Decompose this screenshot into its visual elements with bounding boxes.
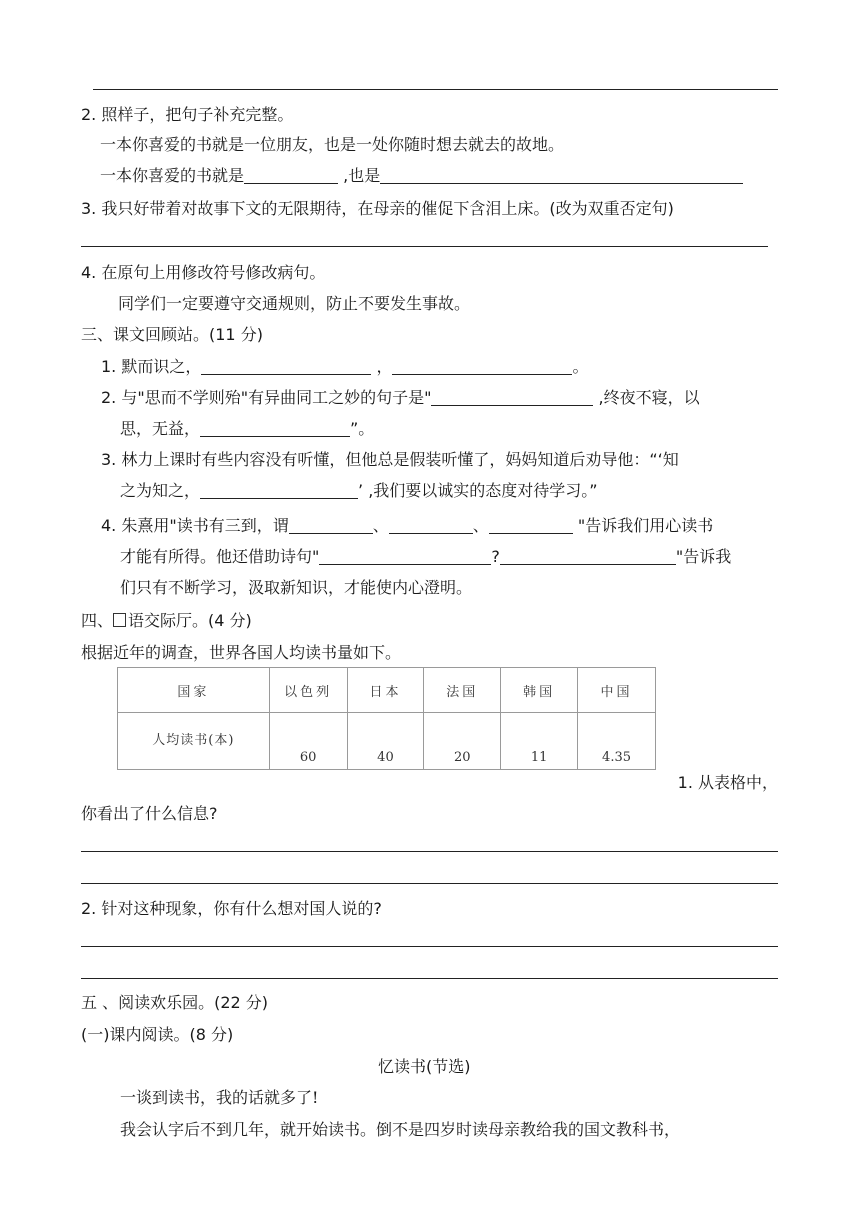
q3-text: 3. 我只好带着对故事下文的无限期待，在母亲的催促下含泪上床。(改为双重否定句) <box>81 199 674 218</box>
q2-prompt-a: 一本你喜爱的书就是 <box>100 166 245 185</box>
s3-item4-line1 <box>101 516 713 536</box>
s4-q2-answer-line-2[interactable] <box>81 978 778 979</box>
table-row <box>118 713 656 770</box>
s3-item3-blank[interactable] <box>200 481 358 499</box>
answer-line-top <box>93 89 778 90</box>
reading-title: 忆读书(节选) <box>378 1057 471 1076</box>
q2-blank-1[interactable] <box>244 166 338 184</box>
s3-item1-a: 1. 默而识之， <box>101 357 202 376</box>
s3-item4-sep1: 、 <box>372 516 389 535</box>
s3-item2-line1 <box>101 388 700 408</box>
s3-item2-a: 2. 与"思而不学则殆"有异曲同工之妙的句子是" <box>101 388 432 407</box>
s4-q1-part-b: 你看出了什么信息? <box>81 804 218 823</box>
s3-item4-blank-1[interactable] <box>289 516 373 534</box>
s3-item4-d: ? <box>491 547 500 566</box>
s3-item1-blank-2[interactable] <box>392 357 572 375</box>
table-cell: 4.35 <box>578 713 656 770</box>
s3-item1-c: 。 <box>572 357 589 376</box>
q3-answer-line[interactable] <box>81 246 768 247</box>
s3-item4-blank-3[interactable] <box>489 516 573 534</box>
s3-item1-blank-1[interactable] <box>201 357 371 375</box>
section4-heading-prefix: 四、 <box>81 611 114 630</box>
s3-item4-line3: 们只有不断学习，汲取新知识，才能使内心澄明。 <box>120 578 473 597</box>
table-header-cell: 韩国 <box>501 668 578 713</box>
s4-q1-answer-line-1[interactable] <box>81 851 778 852</box>
reading-survey-table <box>117 667 656 770</box>
q2-example: 一本你喜爱的书就是一位朋友，也是一处你随时想去就去的故地。 <box>100 135 565 154</box>
s3-item3-c: ’ ,我们要以诚实的态度对待学习。” <box>358 481 598 500</box>
s3-item4-c: 才能有所得。他还借助诗句" <box>120 547 320 566</box>
s3-item2-b: ,终夜不寝，以 <box>593 388 700 407</box>
q2-blank-2[interactable] <box>380 166 743 184</box>
q2-title: 2. 照样子，把句子补充完整。 <box>81 105 294 124</box>
section4-intro: 根据近年的调查，世界各国人均读书量如下。 <box>81 643 402 662</box>
s3-item1 <box>101 357 588 377</box>
q2-prompt-b: ,也是 <box>338 166 381 185</box>
reading-paragraph-2: 我会认字后不到几年，就开始读书。倒不是四岁时读母亲教给我的国文教科书， <box>120 1120 681 1139</box>
s4-q1-part-a: 1. 从表格中， <box>677 773 778 792</box>
s3-item3-line1: 3. 林力上课时有些内容没有听懂，但他总是假装听懂了，妈妈知道后劝导他：“‘知 <box>101 450 679 469</box>
s3-item4-sep2: 、 <box>472 516 489 535</box>
table-cell: 40 <box>347 713 424 770</box>
table-cell: 60 <box>269 713 347 770</box>
table-row-label: 人均读书(本) <box>118 713 270 770</box>
s3-item4-b: "告诉我们用心读书 <box>572 516 714 535</box>
s4-q2: 2. 针对这种现象，你有什么想对国人说的? <box>81 899 382 918</box>
s3-item4-blank-4[interactable] <box>319 547 491 565</box>
section4-heading-rest: 语交际厅。(4 分) <box>128 611 252 630</box>
s3-item4-a: 4. 朱熹用"读书有三到，谓 <box>101 516 289 535</box>
reading-paragraph-1: 一谈到读书，我的话就多了! <box>120 1088 319 1107</box>
table-header-cell: 法国 <box>424 668 501 713</box>
s3-item3-line2 <box>120 481 598 501</box>
table-header-cell: 中国 <box>578 668 656 713</box>
table-header-cell: 国家 <box>118 668 270 713</box>
q2-prompt <box>100 166 743 186</box>
table-header-cell: 日本 <box>347 668 424 713</box>
section5-sub: (一)课内阅读。(8 分) <box>81 1025 234 1044</box>
s3-item4-line2 <box>120 547 731 567</box>
table-cell: 11 <box>501 713 578 770</box>
s3-item2-blank-1[interactable] <box>431 388 593 406</box>
s3-item4-blank-5[interactable] <box>500 547 676 565</box>
section4-heading <box>81 611 252 631</box>
q4-sentence: 同学们一定要遵守交通规则，防止不要发生事故。 <box>118 294 471 313</box>
s3-item2-c: 思，无益， <box>120 419 201 438</box>
table-cell: 20 <box>424 713 501 770</box>
s3-item2-blank-2[interactable] <box>200 419 350 437</box>
section3-heading: 三、课文回顾站。(11 分) <box>81 325 263 344</box>
s3-item2-line2 <box>120 419 374 439</box>
table-header-row <box>118 668 656 713</box>
s4-q1-answer-line-2[interactable] <box>81 883 778 884</box>
section5-heading: 五 、阅读欢乐园。(22 分) <box>81 993 269 1012</box>
s3-item3-b: 之为知之， <box>120 481 201 500</box>
s4-q2-answer-line-1[interactable] <box>81 946 778 947</box>
q4-title: 4. 在原句上用修改符号修改病句。 <box>81 263 326 282</box>
s3-item4-blank-2[interactable] <box>389 516 473 534</box>
s3-item2-d: ”。 <box>350 419 375 438</box>
table-header-cell: 以色列 <box>269 668 347 713</box>
s3-item1-b: ， <box>371 357 393 376</box>
missing-char-box-icon <box>113 613 126 627</box>
s3-item4-e: "告诉我 <box>675 547 732 566</box>
